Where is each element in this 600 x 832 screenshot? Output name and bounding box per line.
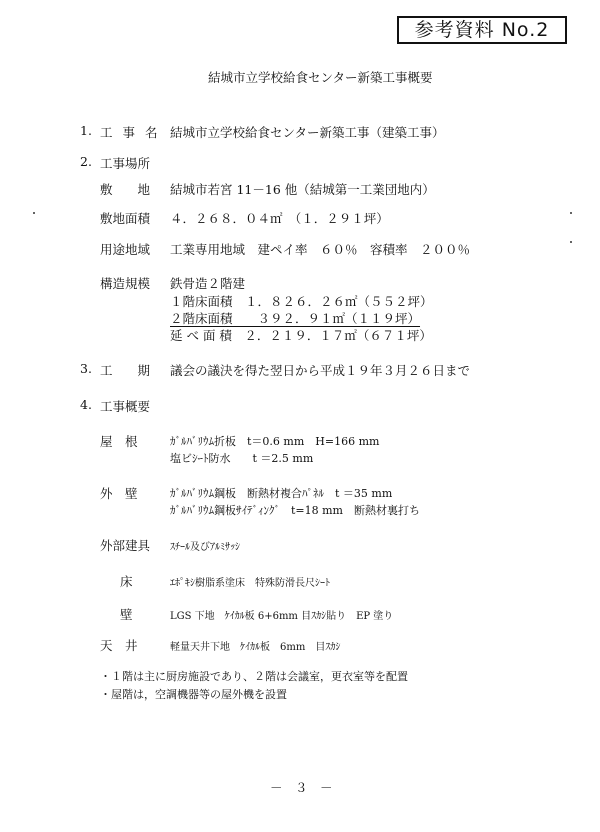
floor-value: ｴﾎﾟｷｼ樹脂系塗床 特殊防滑長尺ｼｰﾄ bbox=[170, 578, 330, 589]
roof-label: 屋 根 bbox=[100, 434, 138, 449]
section-3-value: 議会の議決を得た翌日から平成１９年３月２６日まで bbox=[170, 363, 471, 378]
floor-label: 床 bbox=[120, 574, 133, 589]
section-4-number: 4. bbox=[80, 397, 92, 412]
roof-line-2: 塩ビｼｰﾄ防水 t ＝2.5 mm bbox=[170, 452, 314, 465]
section-4-label: 工事概要 bbox=[100, 399, 151, 414]
site-label: 敷 地 bbox=[100, 182, 151, 197]
section-2-number: 2. bbox=[80, 154, 92, 169]
exterior-fittings-label: 外部建具 bbox=[100, 538, 151, 553]
site-area-label: 敷地面積 bbox=[100, 211, 151, 226]
zoning-label: 用途地域 bbox=[100, 242, 151, 257]
section-3-label: 工 期 bbox=[100, 363, 151, 378]
section-3-number: 3. bbox=[80, 361, 92, 376]
roof-line-1: ｶﾞﾙﾊﾞﾘｳﾑ折板 t＝0.6 mm H=166 mm bbox=[170, 435, 380, 448]
exterior-wall-label: 外 壁 bbox=[100, 486, 138, 501]
exterior-fittings-value: ｽﾁｰﾙ及びｱﾙﾐｻｯｼ bbox=[170, 542, 240, 553]
ceiling-value: 軽量天井下地 ｹｲｶﾙ板 6mm 目ｽｶｼ bbox=[170, 642, 341, 653]
note-2: ・屋階は，空調機器等の屋外機を設置 bbox=[100, 688, 287, 701]
inner-wall-value: LGS 下地 ｹｲｶﾙ板 6+6mm 目ｽｶｼ貼り EP 塗り bbox=[170, 611, 394, 622]
exterior-wall-line-1: ｶﾞﾙﾊﾞﾘｳﾑ鋼板 断熱材複合ﾊﾟﾈﾙ t ＝35 mm bbox=[170, 487, 393, 500]
site-area-value: ４．２６８．０４㎡ （１．２９１坪） bbox=[170, 211, 389, 226]
page-number: － ３ － bbox=[270, 780, 333, 795]
second-floor-area: ２階床面積 ３９２．９１㎡（１１９坪） bbox=[170, 311, 421, 326]
ceiling-label: 天 井 bbox=[100, 638, 138, 653]
site-value: 結城市若宮 11－16 他（結城第一工業団地内） bbox=[170, 182, 435, 197]
inner-wall-label: 壁 bbox=[120, 607, 133, 622]
section-1-value: 結城市立学校給食センター新築工事（建築工事） bbox=[170, 125, 445, 140]
total-floor-area: 延 べ 面 積 ２．２１９．１７㎡（６７１坪） bbox=[170, 328, 432, 343]
scan-speck bbox=[570, 212, 572, 214]
document-title: 結城市立学校給食センター新築工事概要 bbox=[208, 70, 433, 85]
scan-speck bbox=[33, 212, 35, 214]
structure-label: 構造規模 bbox=[100, 276, 151, 291]
section-1-number: 1. bbox=[80, 123, 92, 138]
structure-type: 鉄骨造２階建 bbox=[170, 276, 246, 291]
zoning-value: 工業専用地域 建ペイ率 ６０％ 容積率 ２００％ bbox=[170, 242, 471, 257]
note-1: ・１階は主に厨房施設であり、２階は会議室，更衣室等を配置 bbox=[100, 670, 408, 683]
exterior-wall-line-2: ｶﾞﾙﾊﾞﾘｳﾑ鋼板ｻｲﾃﾞｨﾝｸﾞ t=18 mm 断熱材裏打ち bbox=[170, 504, 420, 517]
first-floor-area: １階床面積 １．８２６．２６㎡（５５２坪） bbox=[170, 294, 433, 309]
reference-label-box: 参考資料 No.2 bbox=[397, 16, 567, 44]
section-1-label: 工 事 名 bbox=[100, 125, 161, 140]
scan-speck bbox=[570, 241, 572, 243]
section-2-label: 工事場所 bbox=[100, 156, 151, 171]
